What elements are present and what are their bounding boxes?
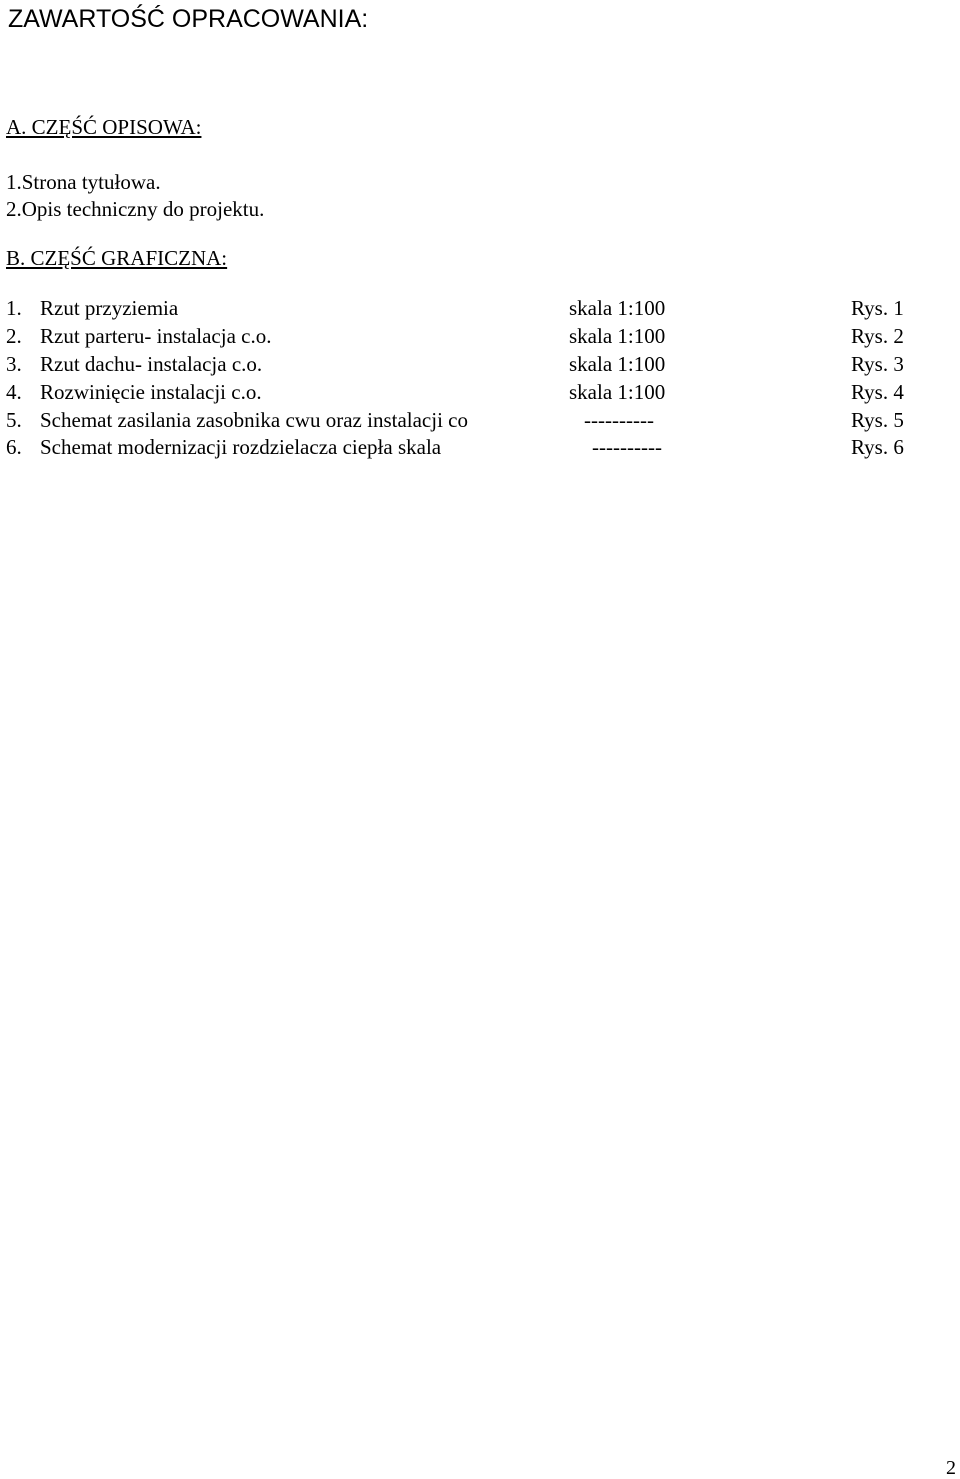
drawing-ref: Rys. 1	[851, 296, 904, 320]
drawing-ref: Rys. 5	[851, 408, 904, 432]
drawing-list-row	[0, 433, 960, 461]
description-item: 2.Opis techniczny do projektu.	[6, 197, 265, 221]
row-number: 4.	[6, 380, 22, 404]
row-number: 2.	[6, 324, 22, 348]
drawing-scale: skala 1:100	[569, 352, 666, 376]
drawing-scale: ----------	[584, 408, 654, 432]
drawing-list-row	[0, 294, 960, 322]
drawing-name: Rzut parteru- instalacja c.o.	[40, 324, 272, 348]
drawing-scale: ----------	[592, 435, 662, 459]
row-number: 3.	[6, 352, 22, 376]
drawing-list-row	[0, 322, 960, 350]
drawing-name: Rzut przyziemia	[40, 296, 179, 320]
drawing-ref: Rys. 2	[851, 324, 904, 348]
section-a-heading: A. CZĘŚĆ OPISOWA:	[6, 115, 202, 139]
drawing-name: Schemat modernizacji rozdzielacza ciepła skala	[40, 435, 442, 459]
row-number: 5.	[6, 408, 22, 432]
row-number: 6.	[6, 435, 22, 459]
page-number: 2	[946, 1457, 956, 1479]
drawing-scale: skala 1:100	[569, 380, 666, 404]
row-number: 1.	[6, 296, 22, 320]
drawing-name: Schemat zasilania zasobnika cwu oraz instalacji co	[40, 408, 468, 432]
drawing-list-row	[0, 350, 960, 378]
document-title: ZAWARTOŚĆ OPRACOWANIA:	[8, 5, 369, 33]
drawing-name: Rozwinięcie instalacji c.o.	[40, 380, 262, 404]
drawing-list-row	[0, 378, 960, 406]
section-b-heading: B. CZĘŚĆ GRAFICZNA:	[6, 246, 228, 270]
drawing-scale: skala 1:100	[569, 296, 666, 320]
drawing-scale: skala 1:100	[569, 324, 666, 348]
drawing-list-row	[0, 406, 960, 434]
drawing-ref: Rys. 4	[851, 380, 904, 404]
description-item: 1.Strona tytułowa.	[6, 170, 161, 194]
drawing-name: Rzut dachu- instalacja c.o.	[40, 352, 263, 376]
drawing-ref: Rys. 6	[851, 435, 904, 459]
drawing-ref: Rys. 3	[851, 352, 904, 376]
